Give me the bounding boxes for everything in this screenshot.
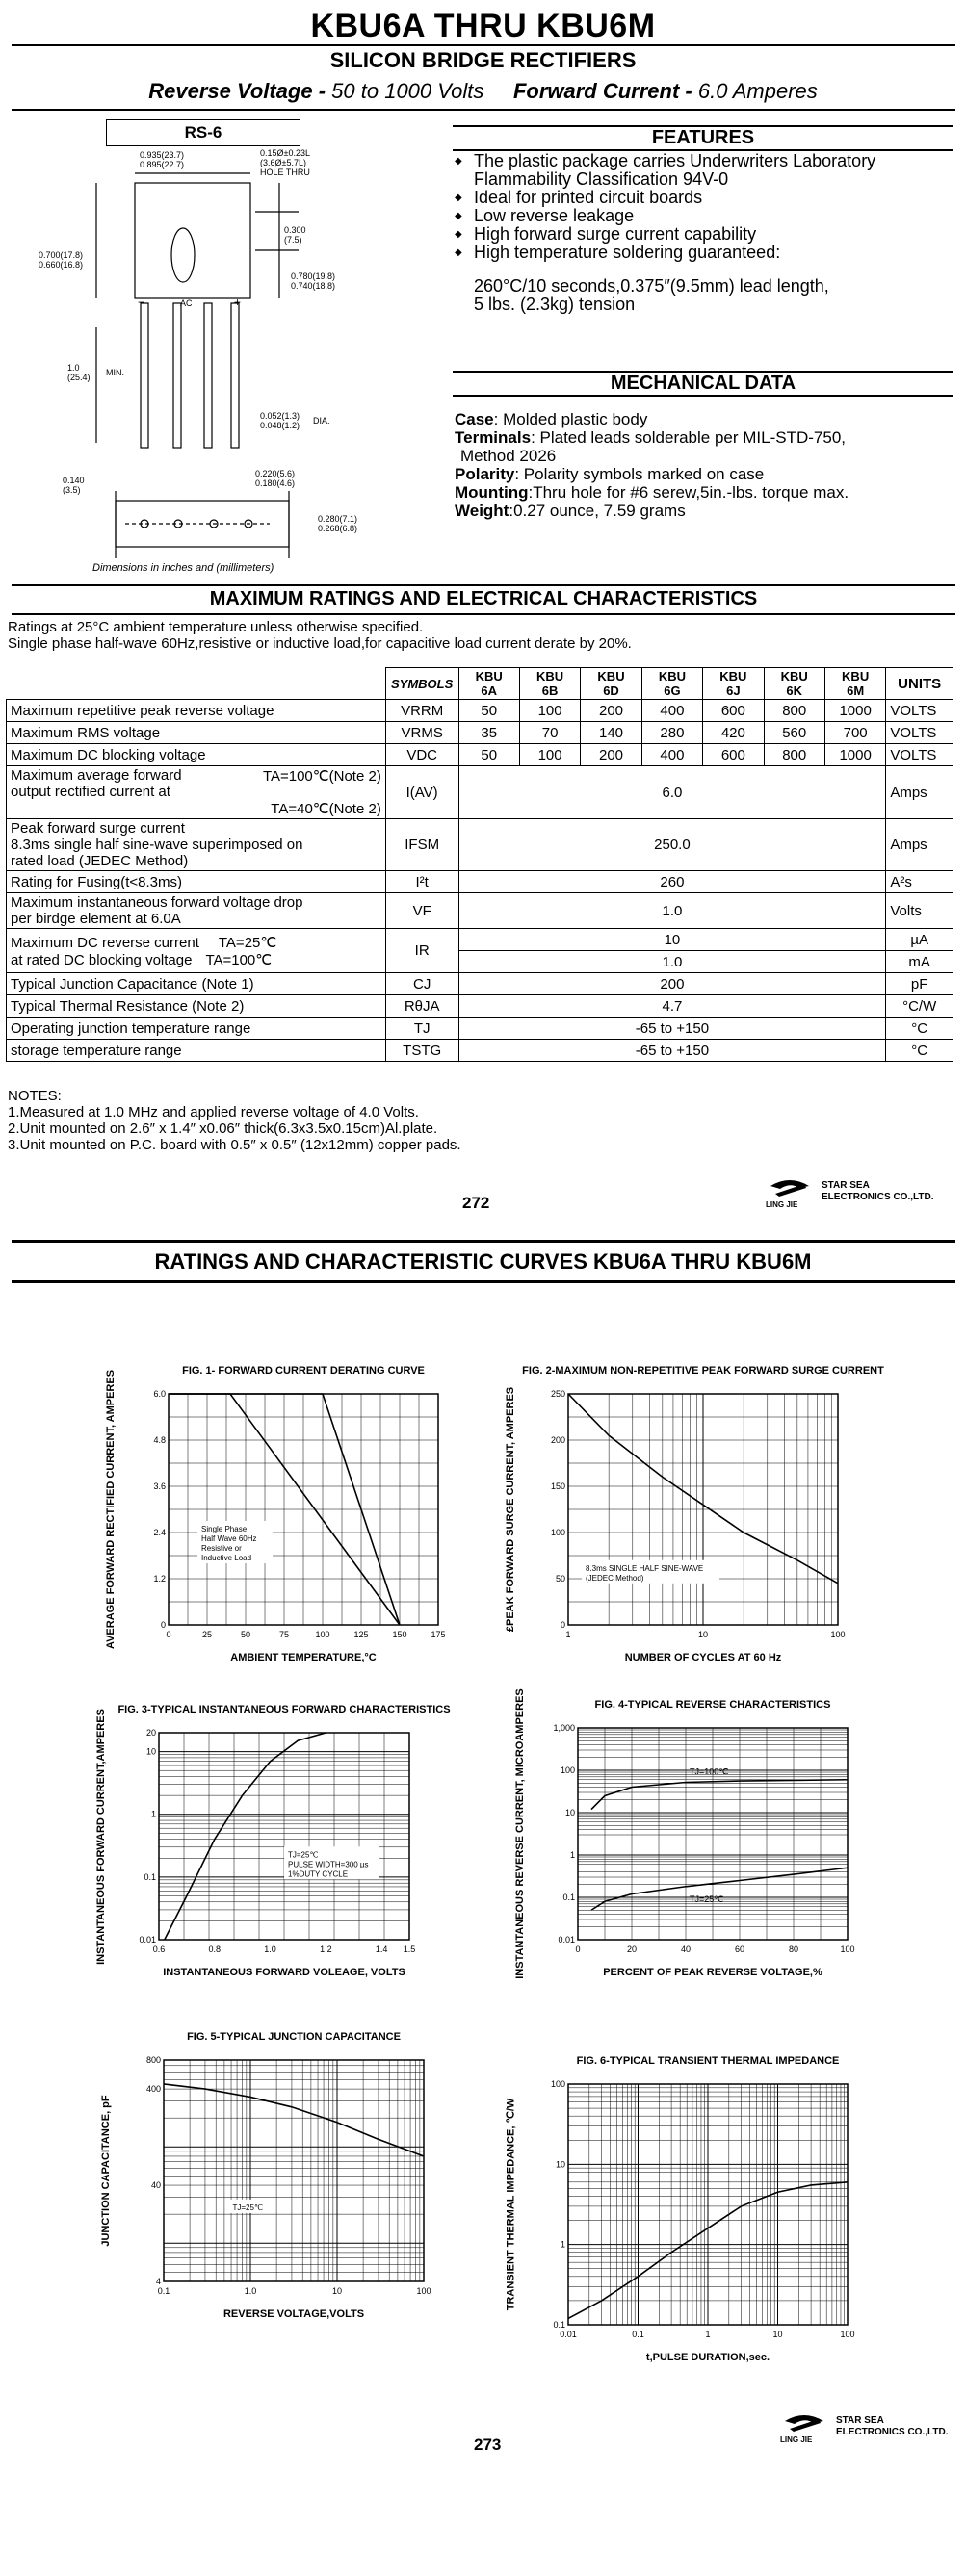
- y-tick-label: 0.01: [558, 1935, 575, 1945]
- x-tick-label: 1: [565, 1630, 571, 1639]
- package-outline-drawing: [39, 144, 414, 568]
- mechanical-title-bar: [453, 371, 953, 397]
- table-row: Operating junction temperature range TJ -65 to +150 °C: [7, 1018, 953, 1040]
- dim-t1: 0.300: [284, 225, 306, 235]
- table-row: Maximum average forward TA=100℃(Note 2) output rectified current at TA=40℃(Note 2) I(AV) 6.0 Amps: [7, 766, 953, 819]
- y-tick-label: 150: [550, 1481, 565, 1491]
- chart-annotation: TJ=25℃: [232, 2202, 263, 2212]
- company-logo: LING JIE STAR SEA ELECTRONICS CO.,LTD.: [780, 2411, 828, 2437]
- table-row: Maximum DC reverse current TA=25℃ at rated DC blocking voltage TA=100℃ IR 10 µA: [7, 929, 953, 951]
- x-tick-label: 75: [278, 1630, 290, 1639]
- ac-label: AC: [180, 298, 193, 308]
- x-tick-label: 80: [788, 1945, 799, 1954]
- dim-lead-dia-min: 0.048(1.2): [260, 421, 300, 430]
- x-tick-label: 1: [705, 2330, 711, 2339]
- table-row: Typical Thermal Resistance (Note 2) RθJA 4.7 °C/W: [7, 995, 953, 1018]
- feature-item: ◆ High temperature soldering guaranteed:: [455, 244, 955, 262]
- chart-grid: [169, 1394, 438, 1625]
- y-tick-label: 100: [550, 1528, 565, 1537]
- chart-annotation: Inductive Load: [201, 1554, 252, 1562]
- chart-ylabel: JUNCTION CAPACITANCE, pF: [100, 2095, 112, 2247]
- x-tick-label: 175: [431, 1630, 446, 1639]
- y-tick-label: 40: [150, 2180, 161, 2191]
- table-row: Maximum repetitive peak reverse voltage VRRM 50 100 200 400 600 800 1000 VOLTS: [7, 700, 953, 722]
- series-label: TJ=25℃: [690, 1893, 724, 1904]
- chart-ylabel: INSTANTANEOUS REVERSE CURRENT, MICROAMPERES: [514, 1688, 526, 1979]
- chart-title: FIG. 2-MAXIMUM NON-REPETITIVE PEAK FORWARD SURGE CURRENT: [522, 1365, 884, 1377]
- x-tick-label: 150: [392, 1630, 407, 1639]
- rv-value: 50 to 1000 Volts: [331, 79, 484, 103]
- dim-hole-thru: HOLE THRU: [260, 167, 310, 177]
- features-title-bar: [453, 125, 953, 151]
- ratings-table: [6, 667, 953, 1062]
- table-row: Maximum RMS voltage VRMS 35 70 140 280 420 560 700 VOLTS: [7, 722, 953, 744]
- curves-title: RATINGS AND CHARACTERISTIC CURVES KBU6A THRU KBU6M: [154, 1249, 812, 1274]
- chart-grid: [159, 1733, 409, 1940]
- y-tick-label: 0.1: [562, 1893, 575, 1902]
- dim-q1: 0.280(7.1): [318, 514, 358, 524]
- page-number: 273: [474, 2435, 502, 2454]
- x-tick-label: 0.6: [152, 1945, 166, 1954]
- table-header-row: SYMBOLS KBU 6A KBU 6B KBU 6D KBU 6G KBU 6J KBU 6K KBU 6M UNITS: [7, 668, 953, 700]
- dim-q2: 0.268(6.8): [318, 524, 358, 533]
- chart-5: [144, 2055, 443, 2306]
- mechanical-title: MECHANICAL DATA: [610, 373, 796, 394]
- features-title: FEATURES: [651, 127, 755, 148]
- y-tick-label: 200: [550, 1435, 565, 1445]
- y-tick-label: 0: [560, 1620, 565, 1630]
- plus-label: +: [234, 296, 242, 309]
- dim-height-min: 0.660(16.8): [39, 260, 84, 270]
- dim-lead-len: 1.0: [67, 363, 80, 373]
- x-tick-label: 0.1: [157, 2286, 170, 2296]
- dim-height-max: 0.700(17.8): [39, 250, 84, 260]
- feature-item: ◆ The plastic package carries Underwriters Laboratory Flammability Classification 94V-0: [455, 152, 955, 189]
- star-sea-logo-icon: [766, 1176, 814, 1198]
- solder-details: 260°C/10 seconds,0.375″(9.5mm) lead length, 5 lbs. (2.3kg) tension: [474, 276, 829, 314]
- dim-lead-min: MIN.: [106, 368, 124, 377]
- chart-annotation: TJ=25℃: [288, 1850, 319, 1860]
- chart-xlabel: PERCENT OF PEAK REVERSE VOLTAGE,%: [603, 1967, 822, 1978]
- notes: NOTES: 1.Measured at 1.0 MHz and applied reverse voltage of 4.0 Volts. 2.Unit mounted on 2.6″ x 1.4″ x0.06″ thick(6.3x3.5x0.15cm)Al.plate. 3.Unit mounted on P.C. board with 0.5″ x 0.5″ (12x12mm) copper pads.: [8, 1088, 461, 1153]
- chart-xlabel: REVERSE VOLTAGE,VOLTS: [222, 2308, 365, 2320]
- series-line: [165, 1733, 326, 1940]
- dim-b2: (3.5): [63, 485, 81, 495]
- x-tick-label: 20: [626, 1945, 638, 1954]
- dim-b1: 0.140: [63, 476, 85, 485]
- y-tick-label: 2.4: [153, 1528, 166, 1537]
- y-tick-label: 0: [160, 1620, 166, 1630]
- x-tick-label: 0: [575, 1945, 581, 1954]
- chart-xlabel: INSTANTANEOUS FORWARD VOLEAGE, VOLTS: [163, 1967, 405, 1978]
- y-tick-label: 1: [569, 1850, 575, 1860]
- table-row: Maximum instantaneous forward voltage drop per birdge element at 6.0A VF 1.0 Volts: [7, 893, 953, 929]
- x-tick-label: 125: [353, 1630, 369, 1639]
- y-tick-label: 10: [564, 1808, 575, 1817]
- x-tick-label: 1.2: [320, 1945, 332, 1954]
- y-tick-label: 50: [555, 1574, 565, 1584]
- y-tick-label: 0.1: [553, 2320, 565, 2330]
- table-row: Typical Junction Capacitance (Note 1) CJ 200 pF: [7, 973, 953, 995]
- chart-2: [549, 1389, 857, 1650]
- dim-dia: DIA.: [313, 416, 330, 425]
- y-tick-label: 3.6: [153, 1481, 166, 1491]
- x-tick-label: 10: [772, 2330, 783, 2339]
- chart-xlabel: t,PULSE DURATION,sec.: [645, 2352, 770, 2363]
- chart-grid: [568, 2084, 848, 2325]
- dim-hole-mm: (3.6Ø±5.7L): [260, 158, 306, 167]
- chart-xlabel: NUMBER OF CYCLES AT 60 Hz: [624, 1652, 782, 1663]
- y-tick-label: 100: [560, 1765, 575, 1775]
- chart-grid: [568, 1394, 838, 1625]
- feature-item: ◆ High forward surge current capability: [455, 225, 955, 244]
- fc-label: Forward Current -: [512, 79, 692, 103]
- table-row: 1.0 mA: [7, 951, 953, 973]
- y-tick-label: 0.1: [144, 1871, 156, 1882]
- divider: [12, 613, 955, 615]
- x-tick-label: 0.1: [632, 2330, 644, 2339]
- page-title: KBU6A THRU KBU6M: [310, 8, 656, 44]
- chart-annotation: 1%DUTY CYCLE: [288, 1869, 349, 1879]
- rating-summary: [0, 79, 966, 104]
- x-tick-label: 1.0: [244, 2286, 257, 2296]
- chart-title: FIG. 6-TYPICAL TRANSIENT THERMAL IMPEDANCE: [576, 2055, 840, 2067]
- x-tick-label: 40: [680, 1945, 692, 1954]
- feature-item: ◆ Low reverse leakage: [455, 207, 955, 225]
- table-row: Maximum DC blocking voltage VDC 50 100 200 400 600 800 1000 VOLTS: [7, 744, 953, 766]
- dim-width-min: 0.895(22.7): [140, 160, 185, 169]
- chart-annotation: PULSE WIDTH=300 µs: [288, 1860, 369, 1869]
- table-row: storage temperature range TSTG -65 to +150 °C: [7, 1040, 953, 1062]
- y-tick-label: 400: [145, 2084, 161, 2095]
- divider: [12, 44, 955, 46]
- dim-p2: 0.180(4.6): [255, 478, 296, 488]
- y-tick-label: 1: [560, 2239, 565, 2250]
- x-tick-label: 10: [697, 1630, 709, 1639]
- chart-1: [149, 1389, 457, 1650]
- y-tick-label: 250: [550, 1389, 565, 1399]
- table-row: Peak forward surge current 8.3ms single half sine-wave superimposed on rated load (JEDEC Method) IFSM 250.0 Amps: [7, 819, 953, 871]
- chart-ylabel: INSTANTANEOUS FORWARD CURRENT,AMPERES: [95, 1708, 107, 1965]
- dim-t2: (7.5): [284, 235, 302, 245]
- x-tick-label: 25: [201, 1630, 213, 1639]
- chart-title: FIG. 5-TYPICAL JUNCTION CAPACITANCE: [187, 2031, 401, 2043]
- chart-xlabel: AMBIENT TEMPERATURE,°C: [230, 1652, 377, 1663]
- dimensions-caption: Dimensions in inches and (millimeters): [92, 562, 274, 574]
- company-logo: LING JIE STAR SEA ELECTRONICS CO.,LTD.: [766, 1176, 814, 1202]
- page-subtitle: SILICON BRIDGE RECTIFIERS: [329, 48, 637, 72]
- y-tick-label: 100: [550, 2079, 565, 2089]
- x-tick-label: 100: [315, 1630, 330, 1639]
- y-tick-label: 1.2: [153, 1574, 166, 1584]
- chart-title: FIG. 4-TYPICAL REVERSE CHARACTERISTICS: [594, 1699, 831, 1711]
- divider: [12, 584, 955, 586]
- x-tick-label: 10: [331, 2286, 343, 2296]
- x-tick-label: 0.01: [560, 2330, 577, 2339]
- dim-lead-dia-max: 0.052(1.3): [260, 411, 300, 421]
- chart-annotation: Resistive or: [201, 1544, 242, 1553]
- dim-p1: 0.220(5.6): [255, 469, 296, 478]
- y-tick-label: 6.0: [153, 1389, 166, 1399]
- y-tick-label: 10: [145, 1746, 156, 1757]
- features-list: [455, 152, 955, 262]
- x-tick-label: 50: [240, 1630, 251, 1639]
- x-tick-label: 0: [166, 1630, 171, 1639]
- chart-annotation: Half Wave 60Hz: [201, 1534, 257, 1543]
- series-line: [591, 1780, 848, 1810]
- star-sea-logo-icon: [780, 2411, 828, 2433]
- chart-annotation: 8.3ms SINGLE HALF SINE-WAVE: [586, 1563, 704, 1573]
- series-label: TJ=100℃: [690, 1766, 729, 1777]
- dim-r2: 0.740(18.8): [291, 281, 336, 291]
- x-tick-label: 100: [416, 2286, 431, 2296]
- chart-annotation: Single Phase: [201, 1525, 248, 1533]
- table-row: Rating for Fusing(t<8.3ms) I²t 260 A²s: [7, 871, 953, 893]
- chart-annotation: (JEDEC Method): [586, 1573, 644, 1583]
- x-tick-label: 0.8: [208, 1945, 222, 1954]
- dim-width-max: 0.935(23.7): [140, 150, 185, 160]
- dim-r1: 0.780(19.8): [291, 271, 336, 281]
- chart-ylabel: TRANSIENT THERMAL IMPEDANCE, ℃/W: [505, 2098, 517, 2311]
- chart-3: [139, 1728, 429, 1965]
- x-tick-label: 100: [840, 2330, 855, 2339]
- dim-hole: 0.15Ø±0.23L: [260, 148, 310, 158]
- feature-item: ◆ Ideal for printed circuit boards: [455, 189, 955, 207]
- fc-value: 6.0 Amperes: [697, 79, 818, 103]
- x-tick-label: 1.4: [375, 1945, 388, 1954]
- mechanical-data: Case: Molded plastic body Terminals: Plated leads solderable per MIL-STD-750, Method 2026 Polarity: Polarity symbols marked on case Mounting:Thru hole for #6 serew,5in.-lbs. torque max. Weight:0.27 ounce, 7.59 grams: [455, 410, 849, 520]
- chart-grid: [164, 2060, 424, 2281]
- page-number: 272: [462, 1194, 490, 1212]
- chart-6: [549, 2079, 867, 2350]
- chart-ylabel: AVERAGE FORWARD RECTIFIED CURRENT, AMPERES: [105, 1369, 117, 1650]
- x-tick-label: 60: [734, 1945, 745, 1954]
- y-tick-label: 10: [555, 2159, 565, 2170]
- x-tick-label: 100: [840, 1945, 855, 1954]
- y-tick-label: 0.01: [139, 1935, 156, 1945]
- x-tick-label: 1.0: [264, 1945, 276, 1954]
- y-tick-label: 1: [150, 1809, 156, 1819]
- y-tick-label: 800: [145, 2055, 161, 2065]
- x-tick-label: 100: [830, 1630, 846, 1639]
- rv-label: Reverse Voltage -: [148, 79, 326, 103]
- y-tick-label: 1,000: [553, 1723, 575, 1733]
- y-tick-label: 20: [145, 1728, 156, 1738]
- divider: [12, 1280, 955, 1283]
- series-line: [164, 2084, 424, 2156]
- ratings-title: MAXIMUM RATINGS AND ELECTRICAL CHARACTERISTICS: [209, 588, 758, 609]
- chart-title: FIG. 3-TYPICAL INSTANTANEOUS FORWARD CHARACTERISTICS: [117, 1704, 451, 1715]
- minus-label: −: [138, 296, 145, 309]
- divider: [12, 1240, 955, 1243]
- x-tick-label: 1.5: [403, 1945, 416, 1954]
- y-tick-label: 4: [155, 2277, 161, 2286]
- chart-grid: [578, 1728, 848, 1940]
- chart-title: FIG. 1- FORWARD CURRENT DERATING CURVE: [182, 1365, 425, 1377]
- dim-lead-len-mm: (25.4): [67, 373, 91, 382]
- divider: [12, 109, 955, 111]
- ratings-notes: Ratings at 25°C ambient temperature unless otherwise specified. Single phase half-wave 60Hz,resistive or inductive load,for capacitive load current derate by 20%.: [8, 619, 632, 652]
- y-tick-label: 4.8: [153, 1435, 166, 1445]
- package-name: RS-6: [106, 119, 300, 146]
- chart-4: [553, 1723, 867, 1965]
- chart-ylabel: £PEAK FORWARD SURGE CURRENT, AMPERES: [505, 1386, 516, 1633]
